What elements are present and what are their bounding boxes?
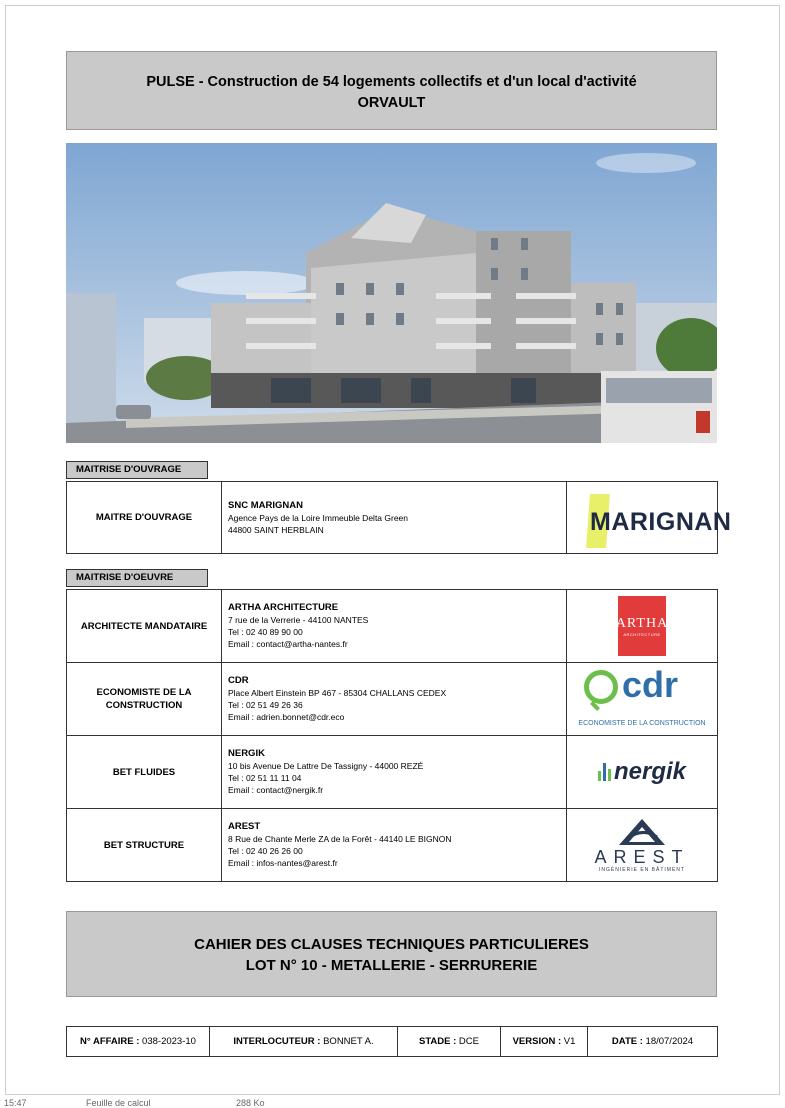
taskbar-time: 15:47: [4, 1098, 27, 1108]
maitrise-ouvrage-table: [66, 481, 732, 554]
logo-cell: [567, 809, 718, 882]
role-cell: BET STRUCTURE: [67, 809, 222, 882]
affaire-cell: N° AFFAIRE : 038-2023-10: [67, 1027, 210, 1057]
address-line: 44800 SAINT HERBLAIN: [228, 524, 324, 535]
email-line: Email : infos-nantes@arest.fr: [228, 858, 338, 868]
section-label-maitrise-oeuvre: MAITRISE D'OEUVRE: [66, 569, 208, 587]
building-rendering-image: [66, 143, 717, 443]
address-line: Agence Pays de la Loire Immeuble Delta Green: [228, 512, 409, 523]
cdr-logo: cdr ECONOMISTE DE LA CONSTRUCTION: [578, 664, 706, 727]
email-line: Email : contact@nergik.fr: [228, 785, 324, 795]
table-row: [67, 482, 718, 554]
date-cell: DATE : 18/07/2024: [588, 1027, 718, 1057]
role-cell: ECONOMISTE DE LA CONSTRUCTION: [67, 663, 222, 736]
cctp-title-box: [66, 911, 717, 997]
lot-title: LOT N° 10 - METALLERIE - SERRURERIE: [245, 957, 538, 974]
phone-line: Tel : 02 51 11 11 04: [228, 773, 302, 783]
company-name: ARTHA ARCHITECTURE: [228, 602, 339, 613]
logo-cell: [567, 590, 718, 663]
section-label-maitrise-ouvrage: MAITRISE D'OUVRAGE: [66, 461, 208, 479]
company-name: CDR: [228, 675, 249, 686]
role-cell: ARCHITECTE MANDATAIRE: [67, 590, 222, 663]
document-info-footer: [66, 1026, 718, 1057]
info-cell: [222, 663, 567, 736]
table-row: [67, 809, 718, 882]
nergik-logo: nergik: [567, 758, 717, 786]
logo-cell: [567, 482, 732, 554]
address-line: 8 Rue de Chante Merle ZA de la Forêt - 44140 LE BIGNON: [228, 834, 452, 844]
table-row: [67, 590, 718, 663]
company-name: AREST: [228, 821, 261, 832]
logo-cell: [567, 736, 718, 809]
table-row: [67, 663, 718, 736]
taskbar-file-type: Feuille de calcul: [86, 1098, 151, 1108]
cctp-title: CAHIER DES CLAUSES TECHNIQUES PARTICULIERES: [194, 936, 589, 953]
table-row: [67, 736, 718, 809]
email-line: Email : adrien.bonnet@cdr.eco: [228, 712, 345, 722]
version-cell: VERSION : V1: [501, 1027, 588, 1057]
nergik-mark-icon: [598, 763, 611, 781]
taskbar-file-size: 288 Ko: [236, 1098, 265, 1108]
info-cell: [222, 736, 567, 809]
artha-logo: ARTHA ARCHITECTURE: [618, 596, 666, 656]
info-cell: [222, 809, 567, 882]
interlocuteur-cell: INTERLOCUTEUR : BONNET A.: [210, 1027, 398, 1057]
role-cell: MAITRE D'OUVRAGE: [67, 482, 222, 554]
phone-line: Tel : 02 51 49 26 36: [228, 700, 303, 710]
arest-triangle-icon: [617, 817, 667, 847]
marignan-logo: MARIGNAN: [582, 488, 702, 548]
company-name: NERGIK: [228, 748, 265, 759]
info-cell: [222, 590, 567, 663]
stade-cell: STADE : DCE: [398, 1027, 501, 1057]
email-line: Email : contact@artha-nantes.fr: [228, 639, 348, 649]
maitrise-oeuvre-table: [66, 589, 718, 882]
project-title: PULSE - Construction de 54 logements collectifs et d'un local d'activité: [146, 74, 637, 90]
logo-cell: [567, 663, 718, 736]
address-line: 10 bis Avenue De Lattre De Tassigny - 44000 REZÉ: [228, 761, 424, 771]
table-row: [67, 1027, 718, 1057]
address-line: 7 rue de la Verrerie - 44100 NANTES: [228, 615, 369, 625]
project-city: ORVAULT: [357, 95, 426, 111]
phone-line: Tel : 02 40 26 26 00: [228, 846, 303, 856]
phone-line: Tel : 02 40 89 90 00: [228, 627, 303, 637]
address-line: Place Albert Einstein BP 467 - 85304 CHALLANS CEDEX: [228, 688, 447, 698]
company-name: SNC MARIGNAN: [228, 499, 303, 511]
project-title-box: [66, 51, 717, 130]
role-cell: BET FLUIDES: [67, 736, 222, 809]
arest-logo: AREST INGÉNIERIE EN BÂTIMENT: [567, 817, 717, 873]
info-cell: [222, 482, 567, 554]
